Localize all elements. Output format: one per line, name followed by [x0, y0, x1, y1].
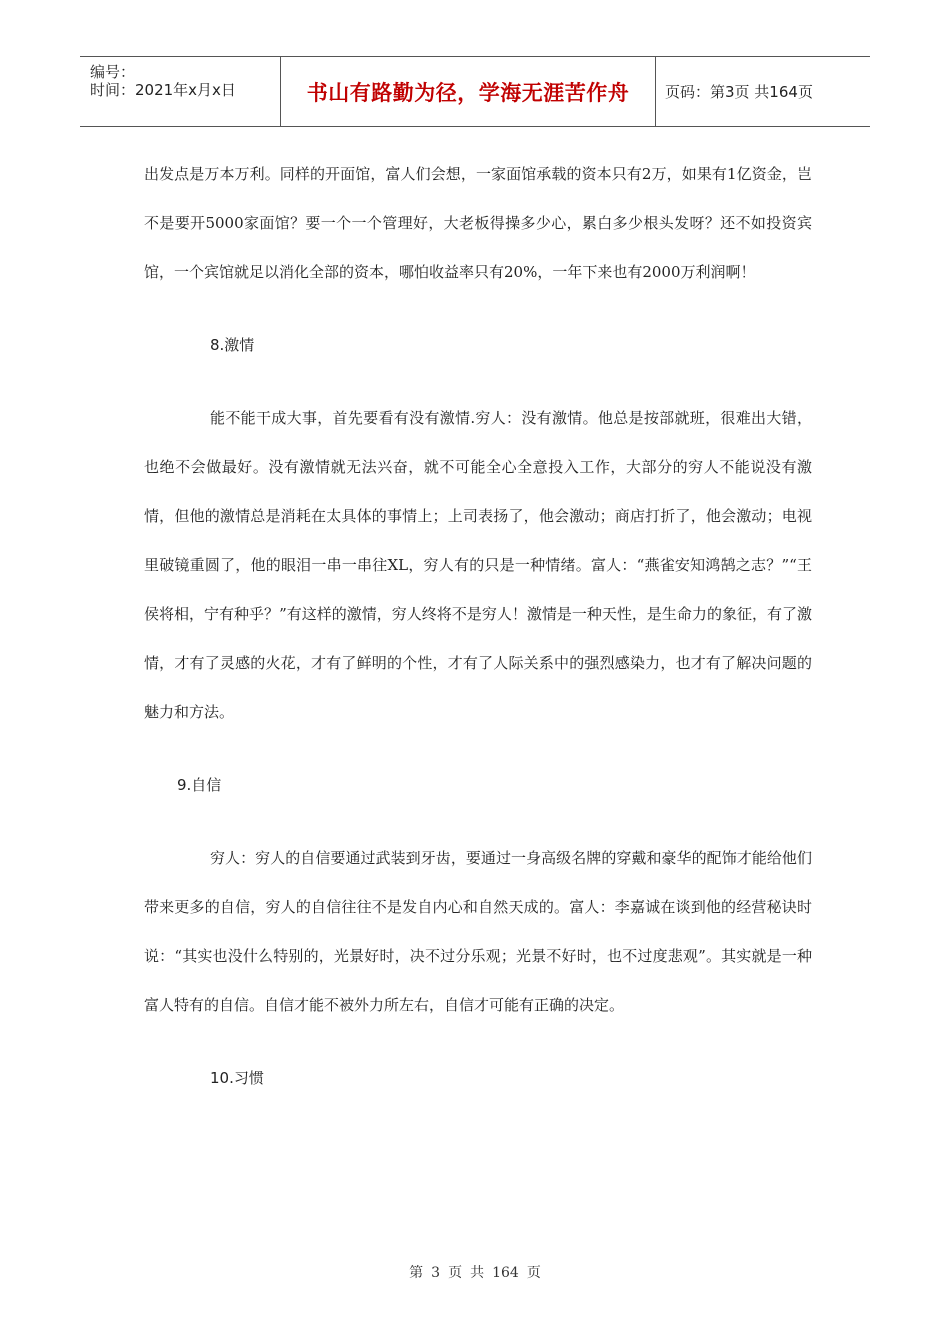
document-body: [144, 150, 812, 1103]
document-number-label: 编号：: [90, 63, 136, 81]
footer-text: 第: [409, 1265, 424, 1281]
header-meta: [80, 57, 280, 126]
footer-text: 页: [448, 1265, 463, 1281]
document-time-label: 时间：2021年x月x日: [90, 81, 236, 99]
header-motto: 书山有路勤为径，学海无涯苦作舟: [306, 80, 630, 105]
section-heading-9: 9.自信: [177, 776, 222, 794]
page-header: [80, 56, 870, 127]
footer-page-number: 3: [431, 1265, 441, 1281]
paragraph-passion: 能不能干成大事，首先要看有没有激情.穷人：没有激情。他总是按部就班，很难出大错，也绝不会做最好。没有激情就无法兴奋，就不可能全心全意投入工作，大部分的穷人不能说没有激情，但他的激情总是消耗在太具体的事情上；上司表扬了，他会激动；商店打折了，他会激动；电视里破镜重圆了，他的眼泪一串一串往XL，穷人有的只是一种情绪。富人：“燕雀安知鸿鹄之志？”“王侯将相，宁有种乎？”有这样的激情，穷人终将不是穷人！激情是一种天性，是生命力的象征，有了激情，才有了灵感的火花，才有了鲜明的个性，才有了人际关系中的强烈感染力，也才有了解决问题的魅力和方法。: [144, 409, 812, 721]
header-page-info: 页码：第3页 共164页: [665, 83, 813, 101]
header-motto-cell: [280, 57, 656, 126]
page-footer: [0, 1262, 950, 1282]
section-heading-8: 8.激情: [210, 336, 255, 354]
footer-text: 页: [526, 1265, 541, 1281]
footer-text: 共: [470, 1265, 485, 1281]
paragraph-confidence: 穷人：穷人的自信要通过武装到牙齿，要通过一身高级名牌的穿戴和豪华的配饰才能给他们带来更多的自信，穷人的自信往往不是发自内心和自然天成的。富人：李嘉诚在谈到他的经营秘诀时说：“其实也没什么特别的，光景好时，决不过分乐观；光景不好时，也不过度悲观”。其实就是一种富人特有的自信。自信才能不被外力所左右，自信才可能有正确的决定。: [144, 849, 812, 1014]
footer-total-pages: 164: [492, 1265, 519, 1281]
section-heading-10: 10.习惯: [210, 1069, 264, 1087]
paragraph-continued: 出发点是万本万利。同样的开面馆，富人们会想，一家面馆承载的资本只有2万，如果有1亿资金，岂不是要开5000家面馆？要一个一个管理好，大老板得操多少心，累白多少根头发呀？还不如投资宾馆，一个宾馆就足以消化全部的资本，哪怕收益率只有20%，一年下来也有2000万利润啊！: [144, 165, 812, 281]
